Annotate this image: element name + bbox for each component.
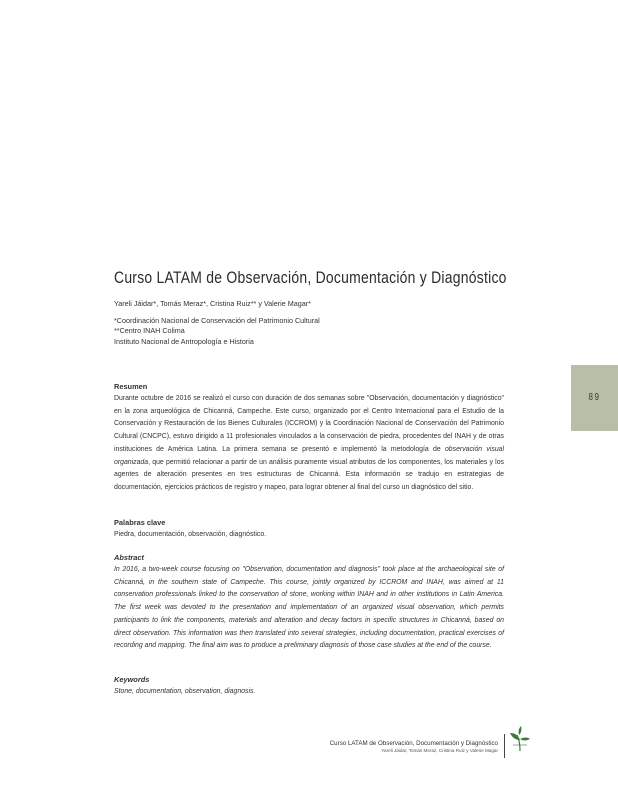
palabras-clave-text: Piedra, documentación, observación, diagnóstico.	[114, 531, 267, 538]
keywords-heading: Keywords	[114, 675, 150, 684]
palabras-clave-heading: Palabras clave	[114, 518, 166, 527]
article-title: Curso LATAM de Observación, Documentación y Diagnóstico	[114, 268, 507, 287]
page-number: 89	[588, 392, 601, 403]
abstract-heading: Abstract	[114, 553, 144, 562]
abstract-section	[114, 553, 504, 653]
footer-authors: Yareli Jáidar, Tomás Meraz, Cristina Ruiz y Valerie Magar	[381, 748, 498, 753]
resumen-text	[114, 393, 504, 495]
affiliation-2: **Centro INAH Colima	[114, 326, 185, 336]
resumen-text-part-1: Durante octubre de 2016 se realizó el curso con duración de dos semanas sobre "Observación, documentación y diagnóstico" en la zona arqueológica de Chicanná, Campeche. Este curso, organizado por el Centro Internacional para el Estudio de la Conservación y Restauración de los Bienes Culturales (ICCROM) y la Coordinación Nacional de Conservación del Patrimonio Cultural (CNCPC), estuvo dirigido a 11 profesionales vinculados a la conservación de piedra, procedentes del INAH y de otras instituciones de América Latina. La primera semana se presentó e implementó la metodología de	[114, 395, 504, 453]
abstract-text: In 2016, a two-week course focusing on "Observation, documentation and diagnosis" took place at the archaeological site of Chicanná, in the southern state of Campeche. This course, jointly organized by ICCROM and INAH, was aimed at 11 conservation professionals linked to the conservation of stone, working within INAH and in other institutions in Latin America. The first week was devoted to the presentation and implementation of an organized visual observation, which permits participants to link the components, materials and alteration and decay factors in specific structures in Chicanná, based on direct observation. This information was then translated into several strategies, including documentation, practical exercises of recording and mapping. The final aim was to produce a preliminary diagnosis of those case studies at the end of the course.	[114, 566, 504, 650]
resumen-text-part-2: , que permitió relacionar a partir de un análisis puramente visual atributos de los componentes, los materiales y los agentes de alteración presentes en tres estructuras de Chicanná. Esta información se tradujo en estrategias de documentación, ejercicios prácticos de registro y mapeo, para lograr obtener al final del curso un diagnóstico del sitio.	[114, 458, 504, 491]
running-footer	[330, 740, 498, 753]
footer-title: Curso LATAM de Observación, Documentación y Diagnóstico	[329, 740, 498, 747]
palabras-clave-section	[114, 518, 504, 542]
affiliation-1: *Coordinación Nacional de Conservación del Patrimonio Cultural	[114, 316, 320, 325]
leaf-logo-icon	[509, 726, 531, 752]
resumen-section	[114, 382, 504, 495]
footer-divider	[504, 734, 505, 758]
keywords-section	[114, 675, 504, 699]
affiliations	[114, 316, 320, 347]
resumen-italic-term: observación visual organizada	[114, 445, 505, 466]
keywords-text: Stone, documentation, observation, diagnosis.	[114, 688, 256, 695]
page-number-tab	[571, 365, 618, 431]
authors: Yareli Jáidar*, Tomás Meraz*, Cristina Ruiz** y Valerie Magar*	[114, 299, 311, 308]
affiliation-3: Instituto Nacional de Antropología e Historia	[114, 336, 254, 346]
resumen-heading: Resumen	[114, 382, 148, 391]
